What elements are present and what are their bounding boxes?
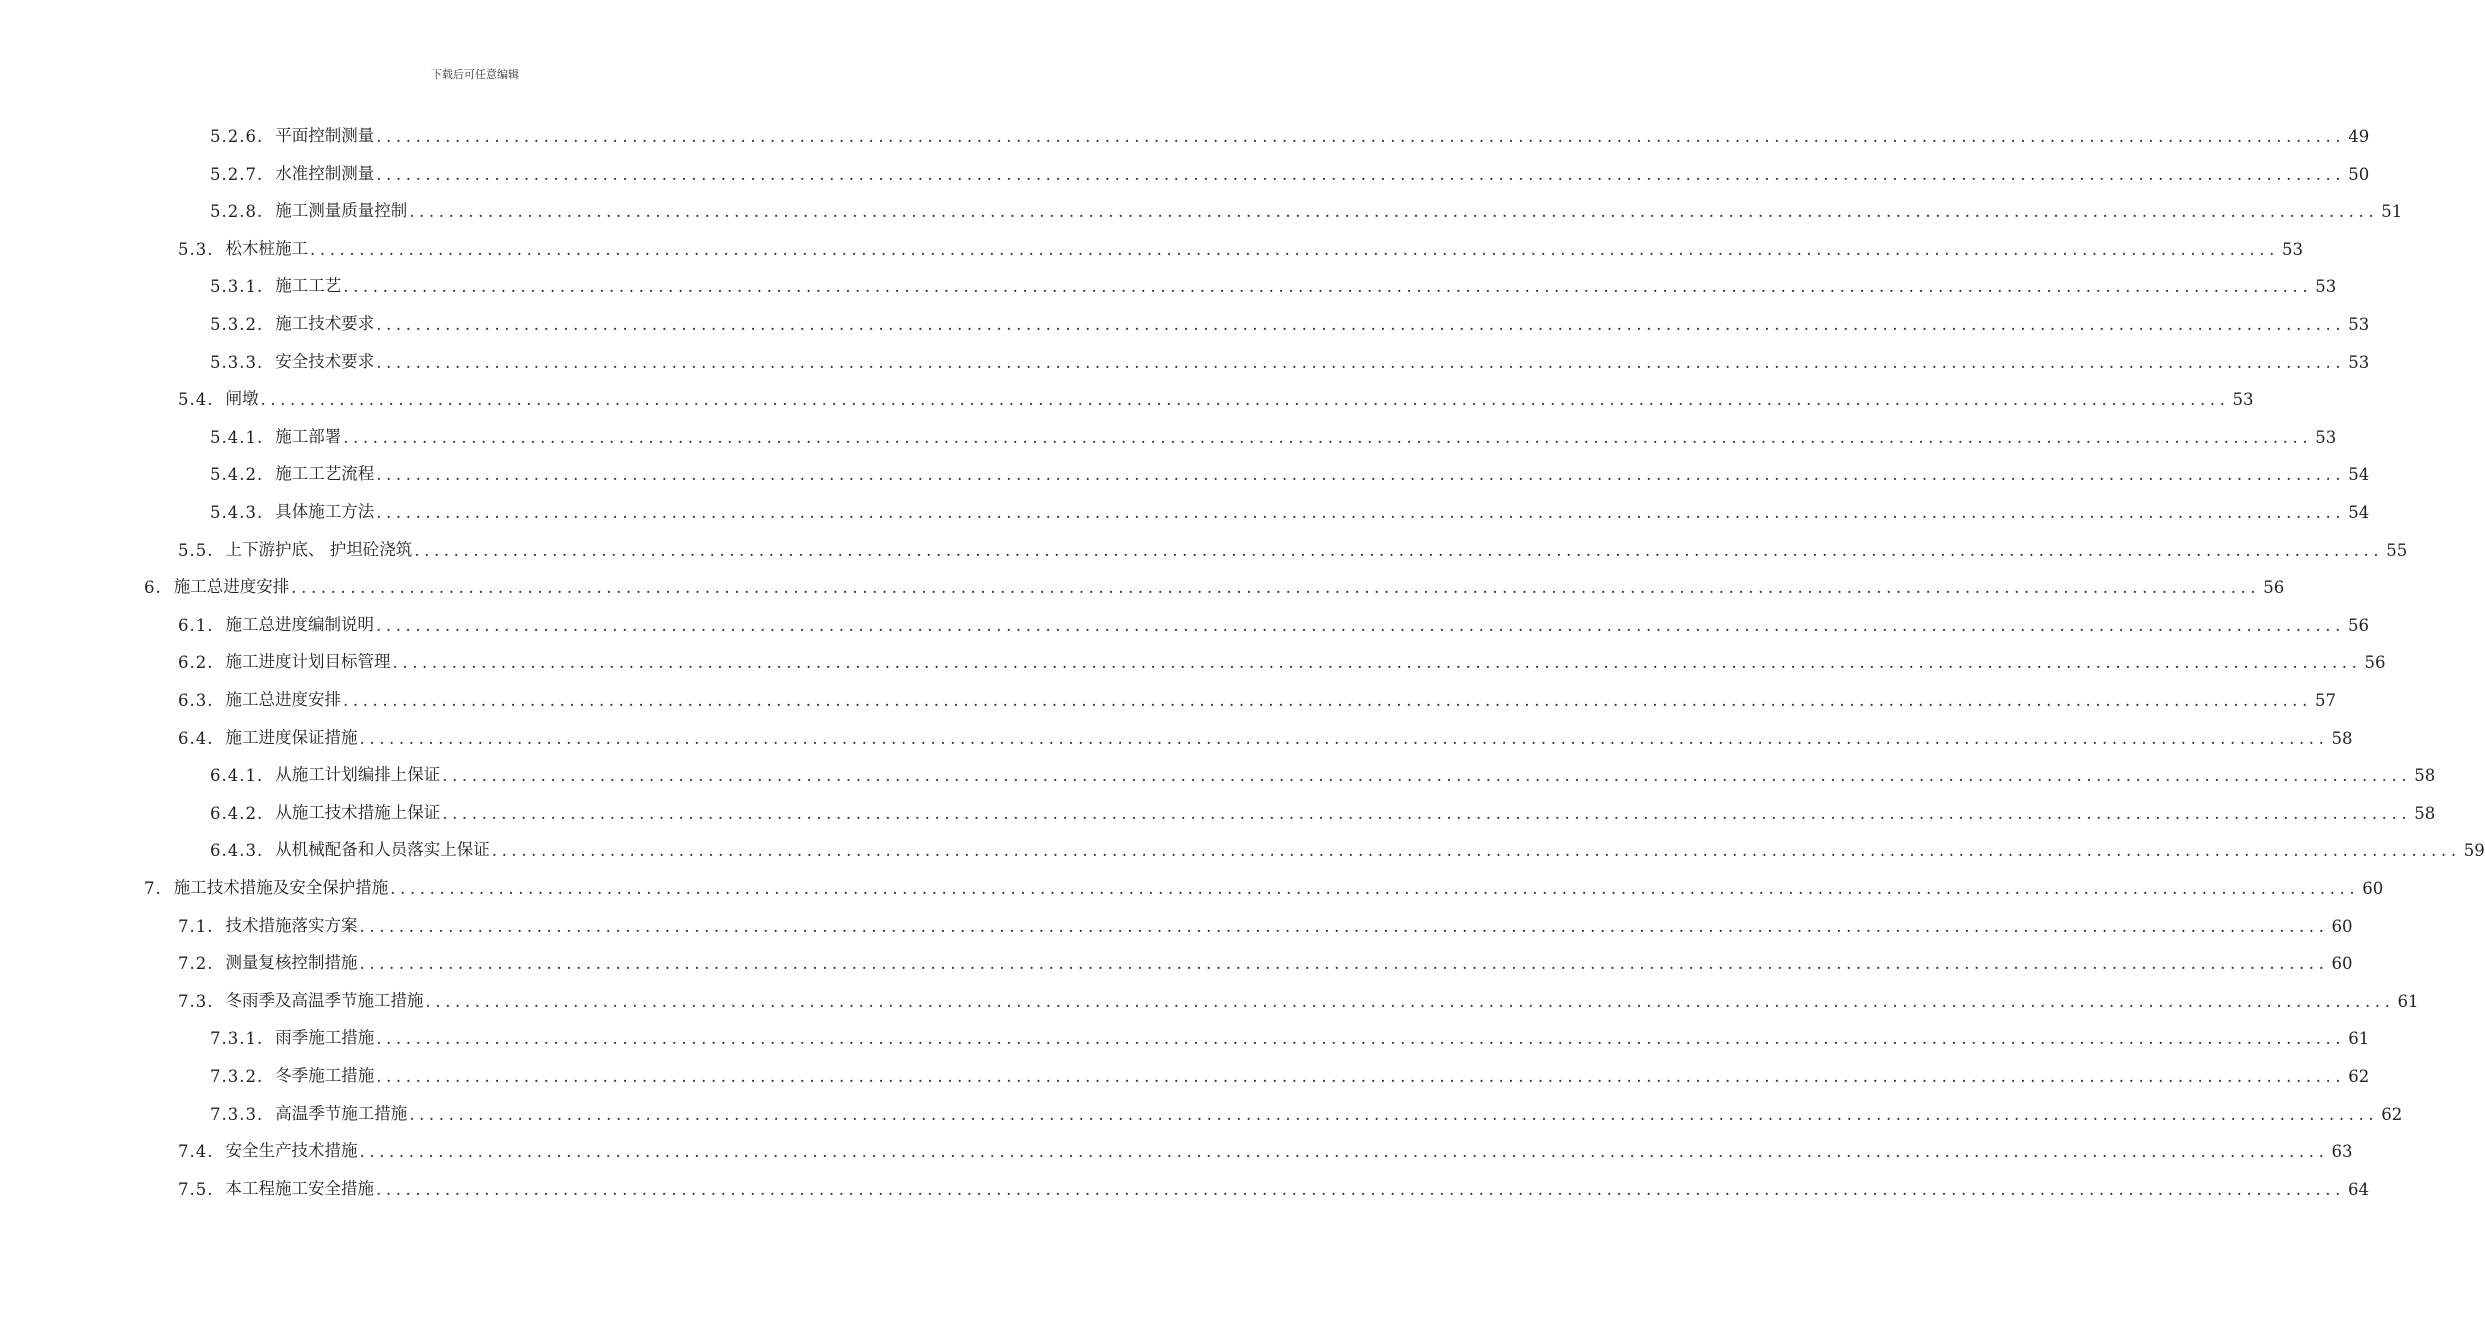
toc-entry[interactable] <box>210 195 2403 222</box>
toc-dot-leader: ........................................................................................................................................................................................................ <box>376 1067 2346 1086</box>
toc-dot-leader: ........................................................................................................................................................................................................ <box>376 503 2346 522</box>
toc-entry-number: 5.4. <box>178 390 214 410</box>
toc-entry-title: 施工总进度安排 <box>173 577 290 597</box>
toc-entry[interactable] <box>178 684 2336 710</box>
toc-entry-title: 冬季施工措施 <box>275 1066 375 1085</box>
toc-entry-number: 5.3.3. <box>210 352 264 372</box>
toc-dot-leader: ........................................................................................................................................................................................................ <box>376 615 2345 635</box>
toc-entry-page: 56 <box>2263 578 2285 598</box>
toc-entry[interactable] <box>210 496 2370 522</box>
toc-dot-leader: ........................................................................................................................................................................................................ <box>376 352 2346 372</box>
toc-entry[interactable] <box>178 722 2353 748</box>
toc-entry[interactable] <box>144 872 2384 898</box>
toc-entry-number: 6.4.3. <box>210 841 264 861</box>
toc-entry-title: 闸墩 <box>225 389 259 409</box>
toc-dot-leader: ........................................................................................................................................................................................................ <box>425 991 2395 1011</box>
toc-entry-page: 63 <box>2331 1142 2353 1162</box>
toc-entry[interactable] <box>210 120 2370 146</box>
toc-entry-title: 高温季节施工措施 <box>275 1103 408 1123</box>
toc-entry-title: 施工技术措施及安全保护措施 <box>173 878 389 897</box>
toc-entry-page: 56 <box>2364 653 2386 673</box>
toc-entry-page: 53 <box>2348 352 2370 372</box>
toc-dot-leader: ........................................................................................................................................................................................................ <box>260 390 2230 410</box>
toc-entry-number: 5.2.6. <box>210 127 264 146</box>
toc-entry[interactable] <box>210 270 2337 297</box>
toc-dot-leader: ........................................................................................................................................................................................................ <box>359 1142 2329 1162</box>
toc-entry[interactable] <box>178 985 2419 1011</box>
toc-dot-leader: ........................................................................................................................................................................................................ <box>491 841 2461 861</box>
toc-entry-number: 5.3. <box>178 239 214 259</box>
toc-entry-number: 7.3. <box>178 991 214 1011</box>
toc-entry-title: 施工总进度安排 <box>225 690 341 709</box>
toc-dot-leader: ........................................................................................................................................................................................................ <box>359 916 2329 936</box>
toc-entry-page: 62 <box>2348 1067 2370 1086</box>
toc-entry-title: 本工程施工安全措施 <box>225 1178 374 1198</box>
toc-entry-page: 58 <box>2331 728 2353 748</box>
toc-entry[interactable] <box>210 797 2436 823</box>
toc-entry[interactable] <box>210 158 2370 184</box>
toc-entry-page: 53 <box>2315 277 2337 297</box>
toc-dot-leader: ........................................................................................................................................................................................................ <box>414 540 2384 560</box>
toc-entry[interactable] <box>210 458 2370 485</box>
toc-entry-title: 施工技术要求 <box>275 314 375 333</box>
toc-entry-number: 6.4.2. <box>210 803 264 823</box>
toc-entry-number: 7.4. <box>178 1142 214 1162</box>
toc-dot-leader: ........................................................................................................................................................................................................ <box>291 578 2261 598</box>
toc-entry-page: 54 <box>2348 503 2370 522</box>
toc-entry[interactable] <box>210 346 2370 372</box>
toc-entry-number: 5.4.2. <box>210 465 264 485</box>
toc-dot-leader: ........................................................................................................................................................................................................ <box>343 427 2313 447</box>
toc-entry-page: 60 <box>2331 916 2353 936</box>
toc-entry[interactable] <box>210 1060 2370 1086</box>
toc-entry-number: 5.2.7. <box>210 164 264 184</box>
toc-entry-title: 上下游护底、 护坦砼浇筑 <box>225 539 413 559</box>
toc-entry-page: 60 <box>2362 879 2384 898</box>
toc-entry-title: 水准控制测量 <box>275 163 375 183</box>
toc-dot-leader: ........................................................................................................................................................................................................ <box>409 1104 2379 1124</box>
toc-dot-leader: ........................................................................................................................................................................................................ <box>376 164 2346 184</box>
toc-entry-page: 53 <box>2281 239 2303 259</box>
toc-entry-number: 7.3.2. <box>210 1067 264 1086</box>
toc-entry-number: 5.5. <box>178 540 214 560</box>
toc-entry-title: 施工进度计划目标管理 <box>225 652 391 672</box>
toc-entry-title: 从施工计划编排上保证 <box>275 765 441 785</box>
toc-entry-title: 施工测量质量控制 <box>275 201 408 221</box>
toc-entry-title: 安全技术要求 <box>275 351 375 371</box>
toc-entry[interactable] <box>210 759 2436 786</box>
toc-entry[interactable] <box>210 1022 2370 1049</box>
toc-entry-number: 7.3.1. <box>210 1029 264 1049</box>
toc-entry[interactable] <box>178 233 2303 259</box>
toc-entry[interactable] <box>178 534 2408 560</box>
toc-entry-number: 7.1. <box>178 916 214 936</box>
toc-entry[interactable] <box>178 646 2386 673</box>
toc-dot-leader: ........................................................................................................................................................................................................ <box>310 239 2279 259</box>
toc-entry-number: 7.3.3. <box>210 1104 264 1124</box>
toc-entry-title: 从施工技术措施上保证 <box>275 802 441 822</box>
toc-entry-number: 5.3.2. <box>210 315 264 334</box>
toc-entry-number: 6.2. <box>178 653 214 673</box>
toc-entry-title: 松木桩施工 <box>225 238 308 258</box>
toc-dot-leader: ........................................................................................................................................................................................................ <box>376 127 2346 146</box>
toc-entry-number: 7. <box>144 879 162 898</box>
toc-entry-title: 雨季施工措施 <box>275 1028 375 1048</box>
toc-entry[interactable] <box>178 910 2353 936</box>
toc-entry-page: 50 <box>2348 164 2370 184</box>
toc-entry-title: 安全生产技术措施 <box>225 1141 358 1161</box>
toc-entry-title: 具体施工方法 <box>275 502 375 521</box>
toc-entry-number: 6. <box>144 578 162 598</box>
toc-entry-number: 6.4.1. <box>210 766 264 786</box>
toc-entry-title: 测量复核控制措施 <box>225 953 358 973</box>
toc-entry[interactable] <box>210 308 2370 334</box>
toc-entry[interactable] <box>210 421 2337 447</box>
toc-entry[interactable] <box>178 1135 2353 1162</box>
toc-entry-number: 6.4. <box>178 728 214 748</box>
toc-dot-leader: ........................................................................................................................................................................................................ <box>442 766 2412 786</box>
toc-entry[interactable] <box>210 1098 2403 1124</box>
toc-entry-number: 5.4.1. <box>210 427 264 447</box>
toc-dot-leader: ........................................................................................................................................................................................................ <box>376 1179 2345 1199</box>
toc-entry-number: 7.5. <box>178 1179 214 1199</box>
toc-entry-title: 施工工艺 <box>275 276 342 296</box>
toc-entry-page: 60 <box>2331 954 2353 974</box>
toc-entry-title: 从机械配备和人员落实上保证 <box>275 840 490 860</box>
toc-entry-number: 6.1. <box>178 615 214 635</box>
toc-dot-leader: ........................................................................................................................................................................................................ <box>409 202 2379 222</box>
toc-dot-leader: ........................................................................................................................................................................................................ <box>343 691 2312 710</box>
toc-entry-page: 53 <box>2315 427 2337 447</box>
toc-entry-title: 施工进度保证措施 <box>225 727 358 747</box>
toc-entry-number: 5.4.3. <box>210 503 264 522</box>
toc-entry-page: 57 <box>2314 691 2336 710</box>
toc-entry[interactable] <box>178 609 2369 635</box>
toc-entry-page: 59 <box>2463 841 2485 861</box>
toc-dot-leader: ........................................................................................................................................................................................................ <box>359 728 2329 748</box>
toc-entry-page: 53 <box>2232 390 2254 410</box>
toc-entry[interactable] <box>178 947 2353 974</box>
toc-entry-title: 施工工艺流程 <box>275 464 375 484</box>
toc-entry-number: 6.3. <box>178 691 214 710</box>
toc-dot-leader: ........................................................................................................................................................................................................ <box>392 653 2362 673</box>
toc-entry-page: 54 <box>2348 465 2370 485</box>
toc-entry-number: 7.2. <box>178 954 214 974</box>
toc-dot-leader: ........................................................................................................................................................................................................ <box>376 315 2346 334</box>
toc-entry-page: 61 <box>2348 1029 2370 1049</box>
toc-entry-page: 56 <box>2347 615 2369 635</box>
toc-entry[interactable] <box>144 571 2285 598</box>
toc-entry-title: 施工总进度编制说明 <box>225 614 374 634</box>
toc-entry-page: 55 <box>2386 540 2408 560</box>
toc-entry[interactable] <box>178 383 2254 410</box>
toc-entry[interactable] <box>178 1173 2369 1199</box>
toc-entry-title: 冬雨季及高温季节施工措施 <box>225 990 424 1010</box>
toc-dot-leader: ........................................................................................................................................................................................................ <box>359 954 2329 974</box>
toc-entry-page: 64 <box>2347 1179 2369 1199</box>
toc-entry-page: 49 <box>2348 127 2370 146</box>
toc-entry-page: 53 <box>2348 315 2370 334</box>
toc-dot-leader: ........................................................................................................................................................................................................ <box>376 465 2346 485</box>
toc-entry-title: 施工部署 <box>275 426 342 446</box>
toc-entry-number: 5.3.1. <box>210 277 264 297</box>
toc-entry[interactable] <box>210 834 2485 861</box>
toc-entry-title: 平面控制测量 <box>275 126 375 145</box>
toc-entry-page: 58 <box>2414 766 2436 786</box>
toc-dot-leader: ........................................................................................................................................................................................................ <box>376 1029 2346 1049</box>
toc-entry-page: 62 <box>2381 1104 2403 1124</box>
toc-entry-title: 技术措施落实方案 <box>225 915 358 935</box>
toc-entry-page: 58 <box>2414 803 2436 823</box>
toc-entry-page: 51 <box>2381 202 2403 222</box>
toc-dot-leader: ........................................................................................................................................................................................................ <box>390 879 2360 898</box>
toc-dot-leader: ........................................................................................................................................................................................................ <box>343 277 2313 297</box>
page-header: 下载后可任意编辑 <box>431 68 519 81</box>
toc-dot-leader: ........................................................................................................................................................................................................ <box>442 803 2412 823</box>
toc-entry-number: 5.2.8. <box>210 202 264 222</box>
toc-entry-page: 61 <box>2397 991 2419 1011</box>
